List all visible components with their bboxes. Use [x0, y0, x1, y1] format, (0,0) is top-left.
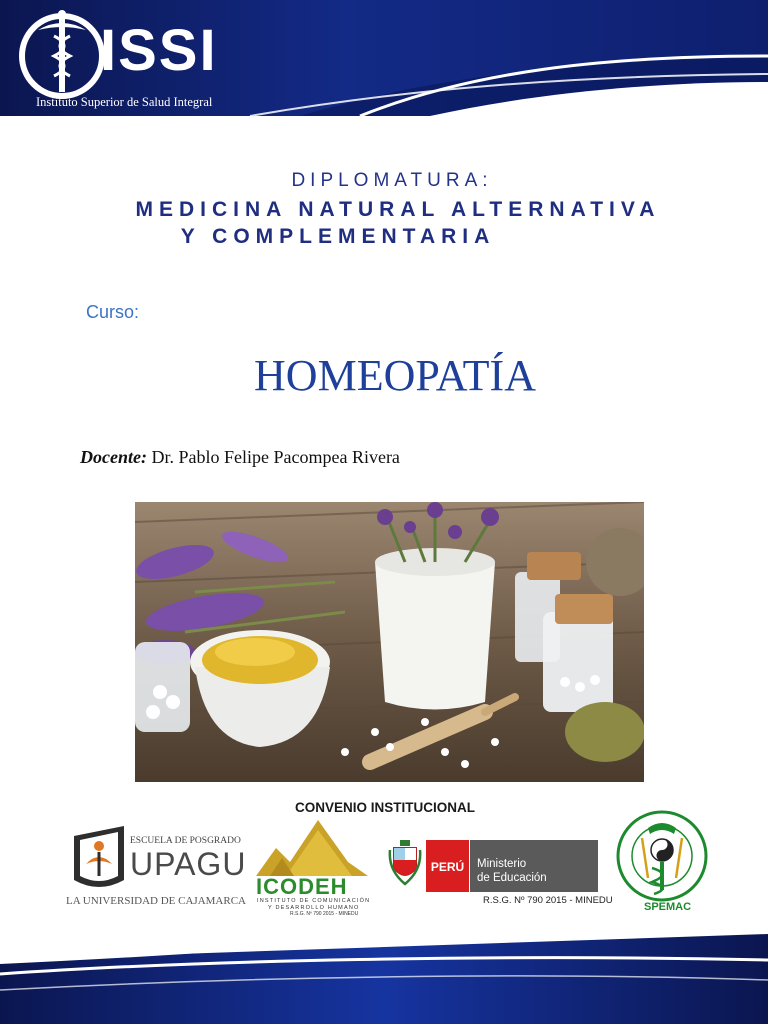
program-label: DIPLOMATURA: — [291, 170, 493, 191]
icodeh-name: ICODEH — [256, 874, 348, 899]
program-title-line2: Y COMPLEMENTARIA — [180, 225, 496, 248]
footer-banner — [0, 930, 768, 1024]
peru-label: PERÚ — [430, 860, 465, 874]
minedu-line2: de Educación — [477, 872, 547, 884]
spemac-name: SPEMAC — [644, 901, 692, 913]
logo-text: ISSI — [100, 18, 218, 83]
icodeh-subtitle-line1: INSTITUTO DE COMUNICACIÓN — [257, 898, 371, 904]
program-title-line1: MEDICINA NATURAL ALTERNATIVA — [135, 198, 661, 221]
logo-subtitle: Instituto Superior de Salud Integral — [36, 95, 213, 109]
upagu-name: UPAGU — [130, 846, 247, 882]
teacher-line — [80, 447, 400, 468]
icodeh-subtitle-line2: Y DESARROLLO HUMANO — [268, 905, 360, 911]
partners-heading: CONVENIO INSTITUCIONAL — [295, 800, 476, 815]
minedu-line1: Ministerio — [477, 858, 527, 870]
upagu-subtitle: LA UNIVERSIDAD DE CAJAMARCA — [66, 895, 246, 907]
course-title: HOMEOPATÍA — [254, 351, 536, 400]
teacher-name: Dr. Pablo Felipe Pacompea Rivera — [151, 447, 400, 467]
upagu-school: ESCUELA DE POSGRADO — [130, 836, 241, 846]
herbal-remedies-photo — [135, 502, 644, 782]
course-label: Curso: — [86, 302, 140, 322]
minedu-rsg: R.S.G. Nº 790 2015 - MINEDU — [483, 895, 613, 906]
icodeh-rsg: R.S.G. Nº 790 2015 - MINEDU — [290, 911, 359, 917]
icodeh-mountains-icon — [256, 818, 368, 878]
peru-coat-of-arms-icon — [388, 840, 422, 886]
teacher-label: Docente: — [80, 447, 147, 467]
